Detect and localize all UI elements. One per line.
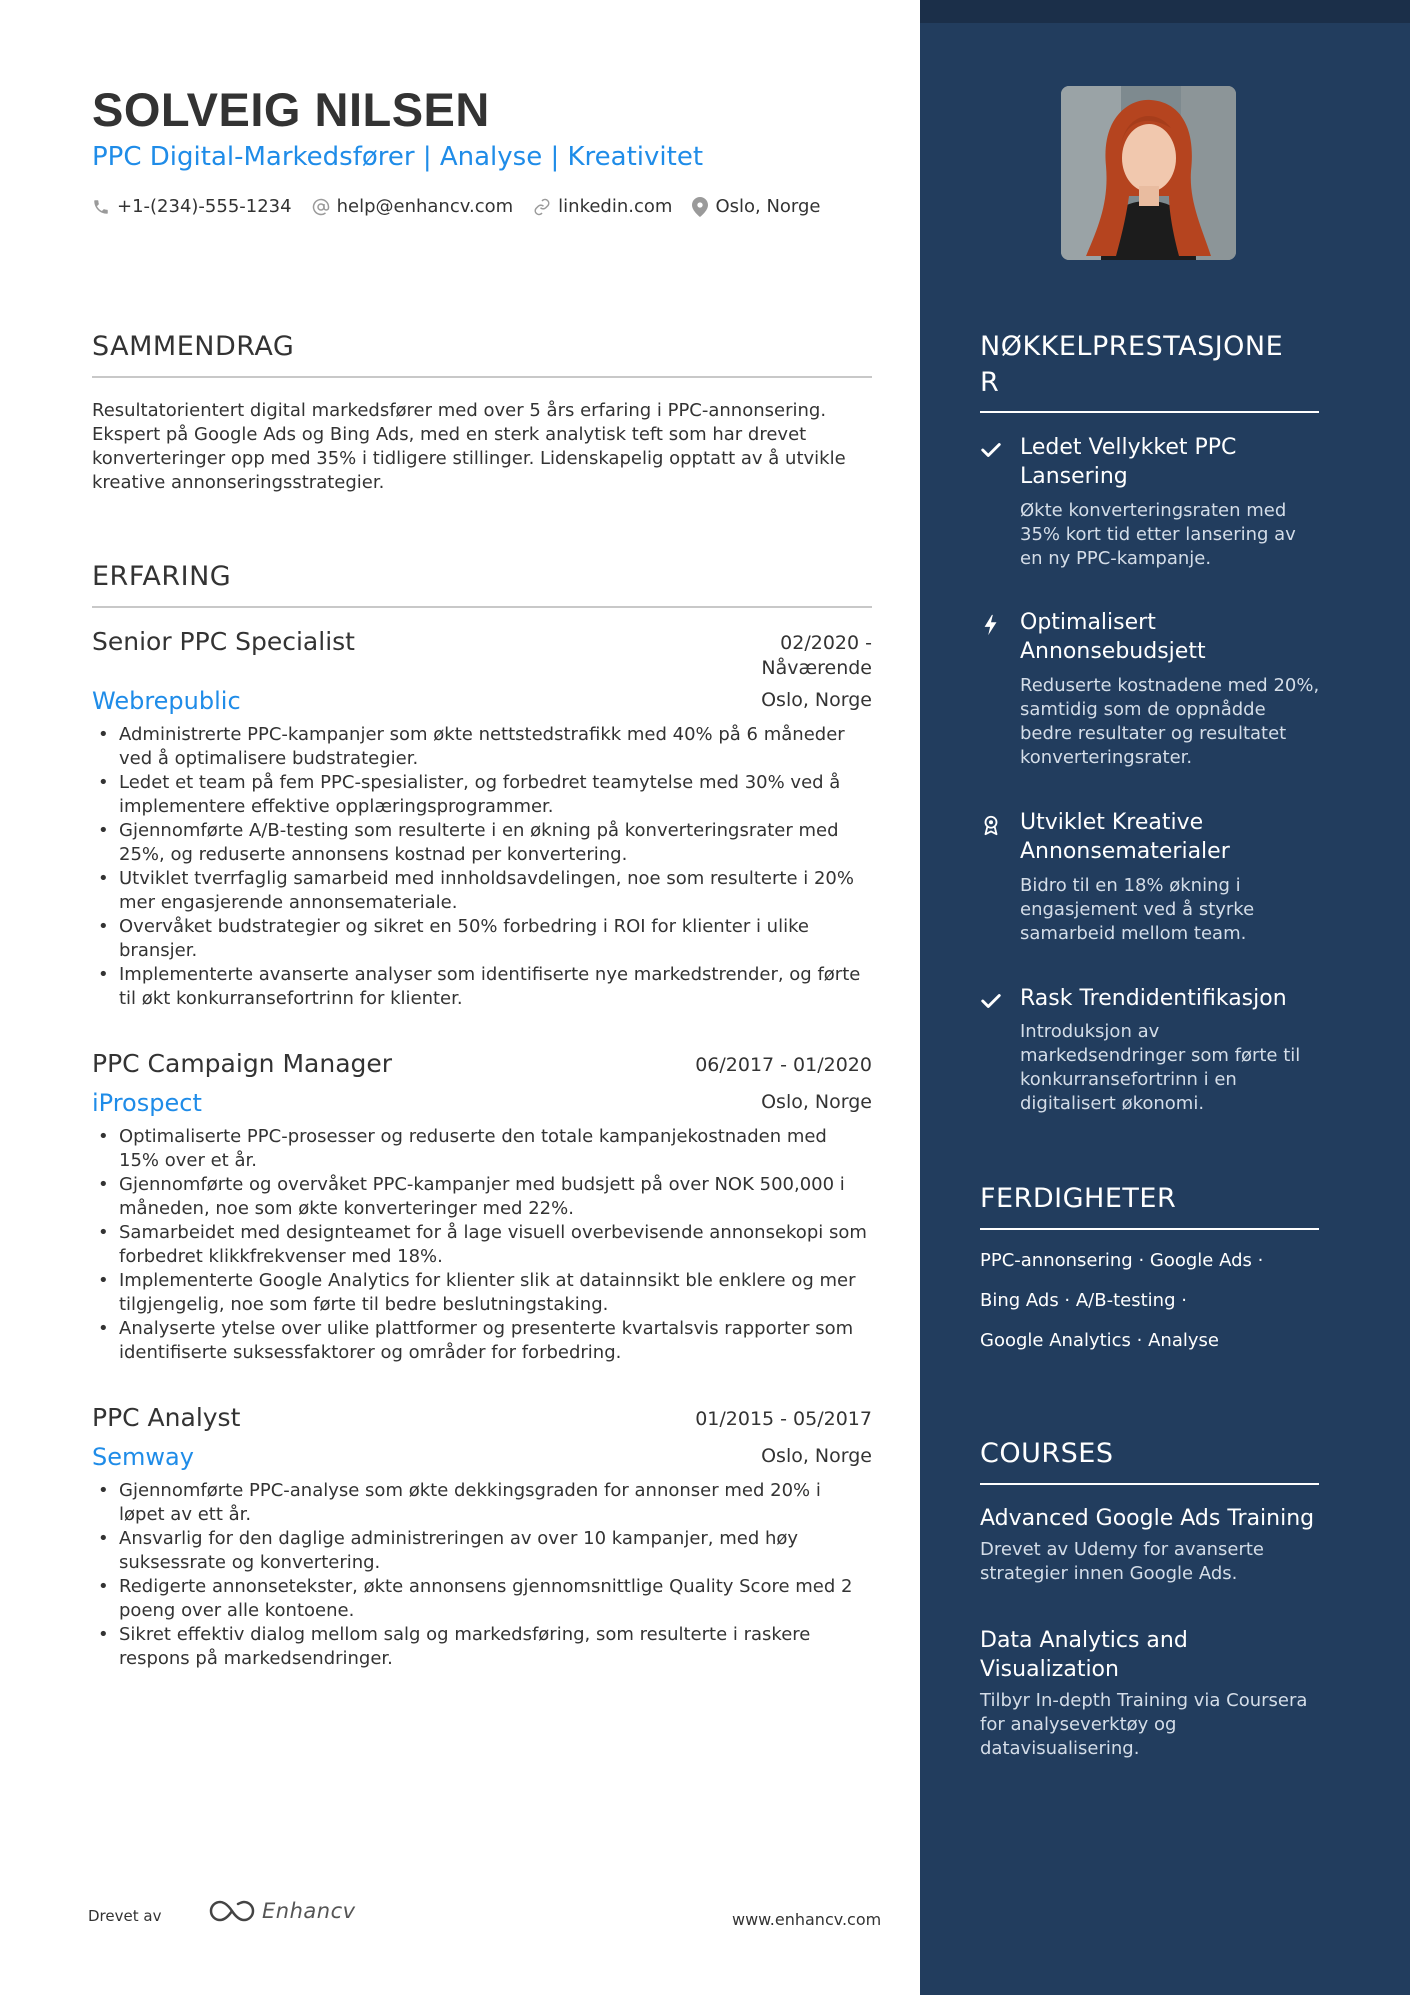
job-bullet: • Redigerte annonsetekster, økte annonsens gjennomsnittlige Quality Score med 2 poeng over alle kontoene. [92, 1575, 872, 1623]
lightning-icon [980, 614, 1002, 636]
job-title: PPC Analyst [92, 1403, 241, 1432]
achievement-description: Økte konverteringsraten med 35% kort tid etter lansering av en ny PPC-kampanje. [1020, 500, 1296, 569]
job-bullet: • Samarbeidet med designteamet for å lage visuell overbevisende annonsekopi som forbedret klikkfrekvenser med 18%. [92, 1221, 872, 1269]
job-bullet: • Analyserte ytelse over ulike plattformer og presenterte kvartalsvis rapporter som identifiserte suksessfaktorer og områder for forbedring. [92, 1317, 872, 1365]
job-bullets [92, 1125, 872, 1365]
achievement-item [980, 984, 1319, 1124]
job-dates-end: Nåværende [761, 657, 872, 679]
job-company: Semway [92, 1443, 194, 1471]
job-bullet: • Gjennomførte og overvåket PPC-kampanjer med budsjett på over NOK 500,000 i måneden, noe som økte konverteringer med 22%. [92, 1173, 872, 1221]
infinity-logo-icon [208, 1899, 256, 1923]
contact-email[interactable] [312, 196, 514, 217]
phone-icon [92, 198, 110, 216]
achievement-title: Rask Trendidentifikasjon [1020, 986, 1287, 1011]
job-dates-start: 02/2020 - [780, 632, 872, 654]
brand-name: Enhancv [262, 1899, 356, 1923]
job-bullet: • Utviklet tverrfaglig samarbeid med innholdsavdelingen, noe som resulterte i 20% mer engasjerende annonsemateriale. [92, 867, 872, 915]
sidebar-top-bar [920, 0, 1410, 23]
achievements-heading-line2: R [980, 367, 1000, 398]
profile-photo [1061, 86, 1236, 260]
achievement-item [980, 808, 1319, 948]
achievements-heading-line1: NØKKELPRESTASJONE [980, 331, 1284, 362]
sidebar [920, 0, 1410, 1995]
job-title: PPC Campaign Manager [92, 1049, 393, 1078]
contact-linkedin[interactable] [533, 196, 672, 217]
job-bullets [92, 1479, 872, 1671]
summary-divider [92, 376, 872, 378]
job-bullet: • Administrerte PPC-kampanjer som økte nettstedstrafikk med 40% på 6 måneder ved å optimalisere budstrategier. [92, 723, 872, 771]
job-company: iProspect [92, 1089, 202, 1117]
job-bullet: • Gjennomførte A/B-testing som resulterte i en økning på konverteringsrater med 25%, og reduserte annonsens kostnad per konvertering. [92, 819, 872, 867]
website-link[interactable]: www.enhancv.com [732, 1910, 882, 1929]
job-bullet: • Implementerte Google Analytics for klienter slik at datainnsikt ble enklere og mer tilgjengelig, noe som førte til bedre beslutningstaking. [92, 1269, 872, 1317]
contact-bar [92, 196, 841, 217]
email-text: help@enhancv.com [336, 196, 514, 217]
achievements-divider [980, 411, 1319, 413]
location-text: Oslo, Norge [715, 196, 821, 217]
job-bullet: • Ledet et team på fem PPC-spesialister, og forbedret teamytelse med 30% ved å implementere effektive opplæringsprogrammer. [92, 771, 872, 819]
courses-heading: COURSES [980, 1438, 1114, 1469]
course-description: Tilbyr In-depth Training via Coursera for analyseverktøy og datavisualisering. [980, 1690, 1308, 1759]
link-icon [533, 198, 551, 216]
job-dates: 01/2015 - 05/2017 [695, 1408, 872, 1430]
summary-text: Resultatorientert digital markedsfører med over 5 års erfaring i PPC-annonsering. Ekspert på Google Ads og Bing Ads, med en sterk analytisk teft som har drevet konverteringer opp med 35% i tidligere stillinger. Lidenskapelig opptatt av å utvikle kreative annonseringsstrategier. [92, 400, 846, 493]
job-title: Senior PPC Specialist [92, 627, 355, 656]
job-dates [761, 631, 872, 681]
checkmark-icon [980, 439, 1002, 461]
course-title: Data Analytics and Visualization [980, 1628, 1188, 1682]
achievement-description: Bidro til en 18% økning i engasjement ved å styrke samarbeid mellom team. [1020, 875, 1255, 944]
achievement-title: Utviklet Kreative Annonsematerialer [1020, 810, 1230, 864]
achievements-heading [980, 329, 1283, 401]
job-bullet: • Gjennomførte PPC-analyse som økte dekkingsgraden for annonser med 20% i løpet av ett år. [92, 1479, 872, 1527]
job-bullet: • Implementerte avanserte analyser som identifiserte nye markedstrender, og førte til økt konkurransefortrinn for klienter. [92, 963, 872, 1011]
job-dates: 06/2017 - 01/2020 [695, 1054, 872, 1076]
skills-heading: FERDIGHETER [980, 1183, 1177, 1214]
achievement-description: Reduserte kostnadene med 20%, samtidig som de oppnådde bedre resultater og resultatet konverteringsrater. [1020, 675, 1320, 768]
powered-by-label: Drevet av [88, 1907, 162, 1925]
job-bullet: • Overvåket budstrategier og sikret en 50% forbedring i ROI for klienter i ulike bransjer. [92, 915, 872, 963]
job-company: Webrepublic [92, 687, 241, 715]
job-location: Oslo, Norge [761, 1091, 872, 1113]
contact-location [692, 196, 820, 217]
skills-line: Google Analytics · Analyse [980, 1330, 1219, 1351]
contact-phone[interactable] [92, 196, 292, 217]
course-item [980, 1626, 1319, 1761]
location-pin-icon [692, 197, 708, 217]
skills-line: PPC-annonsering · Google Ads · [980, 1250, 1264, 1271]
achievement-description: Introduksjon av markedsendringer som førte til konkurransefortrinn i en digitalisert økonomi. [1020, 1021, 1301, 1114]
experience-heading: ERFARING [92, 561, 232, 592]
enhancv-logo[interactable] [208, 1899, 356, 1923]
job-bullet: • Ansvarlig for den daglige administreringen av over 10 kampanjer, med høy suksessrate og konvertering. [92, 1527, 872, 1575]
achievement-item [980, 608, 1319, 773]
skills-divider [980, 1228, 1319, 1230]
job-bullet: • Optimaliserte PPC-prosesser og reduserte den totale kampanjekostnaden med 15% over et år. [92, 1125, 872, 1173]
achievement-title: Ledet Vellykket PPC Lansering [1020, 435, 1237, 489]
course-description: Drevet av Udemy for avanserte strategier innen Google Ads. [980, 1539, 1265, 1584]
job-location: Oslo, Norge [761, 1445, 872, 1467]
summary-heading: SAMMENDRAG [92, 331, 295, 362]
candidate-name: SOLVEIG NILSEN [92, 83, 490, 136]
at-sign-icon [312, 198, 330, 216]
candidate-tagline: PPC Digital-Markedsfører | Analyse | Kreativitet [92, 142, 704, 172]
course-title: Advanced Google Ads Training [980, 1506, 1315, 1531]
course-item [980, 1504, 1319, 1586]
courses-divider [980, 1483, 1319, 1485]
linkedin-text: linkedin.com [558, 196, 673, 217]
experience-divider [92, 606, 872, 608]
achievement-item [980, 433, 1319, 573]
checkmark-icon [980, 990, 1002, 1012]
job-bullet: • Sikret effektiv dialog mellom salg og markedsføring, som resulterte i raskere respons på markedsendringer. [92, 1623, 872, 1671]
skills-list [980, 1247, 1320, 1367]
achievement-title: Optimalisert Annonsebudsjett [1020, 610, 1206, 664]
job-bullets [92, 723, 872, 1011]
skills-line: Bing Ads · A/B-testing · [980, 1290, 1187, 1311]
job-location: Oslo, Norge [761, 689, 872, 711]
phone-text: +1-(234)-555-1234 [117, 196, 292, 217]
award-icon [980, 814, 1002, 836]
